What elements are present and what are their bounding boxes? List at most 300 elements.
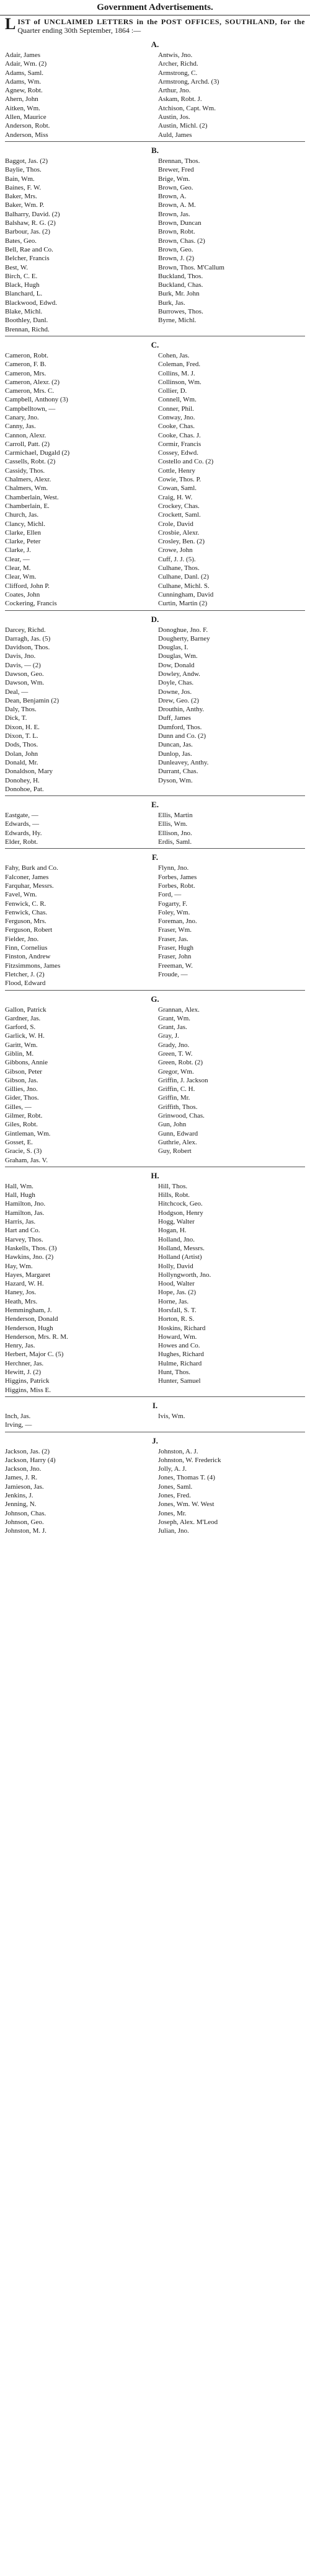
list-item: Culhane, Michl. S. [158,582,210,590]
list-item: Ivis, Wm. [158,1412,185,1420]
list-item: Gun, John [158,1121,187,1129]
list-item: Fenwick, Chas. [5,908,48,916]
list-item: Julian, Jno. [158,1527,189,1535]
list-item: Donoghue, Jno. F. [158,626,208,634]
list-item: Crowe, John [158,546,193,554]
list-item: Cockering, Francis [5,600,57,608]
list-item: Dougherty, Barney [158,634,210,642]
list-item: Freeman, W. [158,962,193,970]
list-item: Birch, C. E. [5,272,38,280]
left-column [5,351,152,608]
list-item: Giles, Robt. [5,1121,38,1129]
letters-list [0,40,310,1536]
list-item: Cuff, J. J. (5). [158,555,196,563]
list-item: Durrant, Chas. [158,768,198,776]
section-divider [5,990,305,991]
list-item: Bain, Wm. [5,175,35,183]
list-item: Hamilton, Jas. [5,1209,45,1217]
section-letter: E. [151,800,159,810]
list-item: Boothley, Danl. [5,317,48,325]
section-letter: I. [152,1400,158,1410]
list-item: Holland (Artist) [158,1253,202,1261]
list-item: Ellis, Wm. [158,820,188,828]
section-columns [0,864,310,988]
list-item: Burk, Mr. John [158,290,200,298]
list-item: Hoskins, Richard [158,1324,206,1332]
list-item: Hayes, Margaret [5,1271,51,1279]
list-item: Crosley, Ben. (2) [158,538,205,546]
section-columns [0,811,310,846]
right-column [152,1447,305,1536]
list-item: Chalmers, Wm. [5,484,48,493]
intro-rest: Quarter ending 30th September, 1864 :— [17,26,141,35]
left-column [5,1412,152,1430]
list-item: Gibson, Jas. [5,1076,38,1084]
list-item: Hill, Thos. [158,1182,188,1190]
list-item: Foley, Wm. [158,908,190,916]
list-item: Cohen, Jas. [158,351,190,359]
list-item: Graham, Jas. V. [5,1156,48,1164]
section-letter: D. [151,614,159,624]
list-item: Joseph, Alex. M'Leod [158,1518,218,1526]
list-item: Froude, — [158,970,188,978]
list-item: Dunn and Co. (2) [158,732,206,740]
section-divider [5,610,305,611]
list-item: Garford, S. [5,1023,36,1032]
list-item: Chamberlain, West. [5,493,59,501]
list-item: Guthrie, Alex. [158,1138,197,1146]
list-item: Dow, Donald [158,661,195,669]
list-item: Hunt, Thos. [158,1369,191,1377]
left-column [5,1005,152,1165]
left-column [5,811,152,846]
list-item: Jones, Thomas T. (4) [158,1474,215,1482]
list-item: Hollyngworth, Jno. [158,1271,211,1279]
list-item: Daly, Thos. [5,706,37,714]
section-letter: J. [152,1435,158,1445]
list-item: Donohoe, Pat. [5,785,44,793]
list-item: Baylie, Thos. [5,166,42,174]
list-item: Gray, J. [158,1032,179,1040]
list-item: Hope, Jas. (2) [158,1289,197,1297]
list-item: Jackson, Jno. [5,1465,42,1473]
list-item: Adair, Wm. (2) [5,60,47,68]
right-column [152,811,305,846]
list-item: Cameron, Mrs. C. [5,387,55,395]
right-column [152,626,305,794]
list-item: Cassells, Robt. (2) [5,458,56,466]
list-item: Falconer, James [5,873,49,881]
list-item: Cameron, Alexr. (2) [5,378,60,386]
page-header: Government Advertisements. [0,0,310,15]
list-item: Gilles, — [5,1103,32,1111]
list-item: Garitt, Wm. [5,1041,38,1049]
list-item: Brown, Robt. [158,228,195,236]
intro-dropcap: L [5,15,16,33]
list-item: Brown, Geo. [158,245,193,253]
list-item: Griffin, J. Jackson [158,1076,208,1084]
right-column [152,1412,305,1430]
list-item: Dixon, T. L. [5,732,38,740]
section-columns [0,51,310,139]
list-item: Flynn, Jno. [158,864,189,872]
list-item: Brown, Chas. (2) [158,237,205,245]
list-item: Horsfall, S. T. [158,1307,197,1314]
list-item: Fraser, Jas. [158,935,188,943]
list-item: Gosset, E. [5,1138,33,1146]
list-item: Grant, Jas. [158,1023,187,1032]
list-item: Balharry, David. (2) [5,210,60,218]
list-item: Herbert, Major C. (5) [5,1351,64,1359]
list-item: Foreman, Jno. [158,918,197,926]
list-item: Ferguson, Mrs. [5,918,46,926]
list-item: Hewitt, J. (2) [5,1369,42,1377]
list-item: Clarke, J. [5,546,31,554]
list-item: Fraser, Hugh [158,944,193,952]
list-item: Aitken, Wm. [5,104,40,112]
list-item: Irving, — [5,1421,32,1429]
list-item: Henderson, Mrs. R. M. [5,1333,68,1341]
list-item: Cossey, Edwd. [158,449,198,457]
list-item: Gardner, Jas. [5,1014,41,1022]
list-item: Clear, M. [5,564,31,572]
left-column [5,51,152,139]
list-item: Austin, Jos. [158,113,190,121]
list-item: Davis, — (2) [5,661,41,669]
left-column [5,864,152,988]
list-item: Drew, Geo. (2) [158,696,199,704]
section-columns [0,351,310,608]
section-letter: F. [152,852,158,862]
list-item: Johnson, Chas. [5,1509,46,1517]
list-item: Howes and Co. [158,1342,200,1350]
list-item: Burrowes, Thos. [158,308,203,316]
section-columns [0,157,310,334]
list-item: Brige, Wm. [158,175,190,183]
list-item: Davis, Jno. [5,652,36,660]
list-item: Farquhar, Messrs. [5,882,54,890]
list-item: Bates, Geo. [5,237,37,245]
list-item: Culhane, Thos. [158,564,200,572]
list-item: Fahy, Burk and Co. [5,864,58,872]
list-item: Heath, Mrs. [5,1297,38,1305]
list-item: Drouthin, Anthy. [158,706,205,714]
list-item: Archer, Richd. [158,60,198,68]
list-item: Inch, Jas. [5,1412,31,1420]
section-columns [0,626,310,794]
list-item: Craig, H. W. [158,493,193,501]
list-item: Gregor, Wm. [158,1067,194,1076]
list-item: Collier, D. [158,387,187,395]
list-item: Bell, Rae and Co. [5,245,53,253]
list-item: Brown, J. (2) [158,255,195,263]
list-item: Campbelltown, — [5,405,56,413]
list-item: Henderson, Hugh [5,1324,53,1332]
list-item: Dean, Benjamin (2) [5,696,60,704]
list-item: Costello and Co. (2) [158,458,214,466]
list-item: Clancy, Michl. [5,520,45,528]
list-item: Jolly, A. J. [158,1465,187,1473]
section-letter: G. [151,994,159,1004]
list-item: Cameron, Mrs. [5,369,46,377]
list-item: Downe, Jos. [158,688,192,696]
list-item: Hunter, Samuel [158,1377,201,1385]
section-letter: A. [151,40,159,49]
list-item: Dawson, Geo. [5,670,44,678]
list-item: Conway, Jno. [158,413,195,421]
list-item: Antwis, Jno. [158,51,193,59]
list-item: Hitchcock, Geo. [158,1200,203,1208]
section-divider [5,141,305,142]
list-item: Hogan, H. [158,1227,187,1235]
list-item: Armstrong, Archd. (3) [158,77,219,85]
list-item: Baines, F. W. [5,183,42,191]
list-item: Canary, Jno. [5,413,39,421]
list-item: Hawkins, Jno. (2) [5,1253,54,1261]
list-item: Douglas, Wm. [158,652,198,660]
list-item: Brown, Thos. M'Callum [158,263,224,271]
list-item: Carroll, Patt. (2) [5,440,50,448]
list-item: Grannan, Alex. [158,1005,200,1014]
list-item: Gilmer, Robt. [5,1112,43,1120]
list-item: Ferguson, Robert [5,926,53,934]
list-item: Finn, Cornelius [5,944,48,952]
list-item: Griffin, C. H. [158,1085,195,1093]
list-item: Jones, Mr. [158,1509,187,1517]
list-item: Austin, Michl. (2) [158,122,208,130]
list-item: Forbes, Robt. [158,882,195,890]
list-item: Dods, Thos. [5,741,38,749]
list-item: Gintleman, Wm. [5,1129,51,1137]
list-item: Johnston, M. J. [5,1527,46,1535]
list-item: Askam, Robt. J. [158,95,202,103]
list-item: Guy, Robert [158,1147,192,1155]
list-item: Dunlop, Jas. [158,750,192,758]
list-item: Fletcher, J. (2) [5,970,45,978]
list-item: Chamberlain, E. [5,502,50,510]
list-item: Balshaw, R. G. (2) [5,219,56,227]
list-item: Buckland, Chas. [158,281,203,289]
list-item: Giblin, M. [5,1049,34,1058]
list-item: Ellison, Jno. [158,829,192,837]
right-column [152,1005,305,1165]
list-item: Chalmers, Alexr. [5,476,51,484]
section-divider [5,1396,305,1397]
list-item: Clifford, John P. [5,582,50,590]
list-item: Jenkins, J. [5,1492,33,1500]
list-item: Adair, James [5,51,40,59]
list-item: Crockett, Saml. [158,511,201,519]
list-item: Auld, James [158,131,192,139]
list-item: Collinson, Wm. [158,378,202,386]
list-item: Agnew, Robt. [5,87,43,95]
list-item: Hood, Walter [158,1280,195,1288]
list-item: Arthur, Jno. [158,87,191,95]
section-letter: B. [151,145,159,155]
list-item: Doyle, Chas. [158,679,194,687]
section-divider [5,848,305,849]
list-item: Connell, Wm. [158,396,197,404]
list-item: Byrne, Michl. [158,317,197,325]
list-item: Cormir, Francis [158,440,202,448]
list-item: Hemmingham, J. [5,1307,52,1314]
list-item: Donaldson, Mary [5,768,53,776]
list-item: Davidson, Thos. [5,644,50,652]
list-item: Cottle, Henry [158,467,195,475]
list-item: Cowan, Saml. [158,484,197,493]
list-item: Jenning, N. [5,1500,37,1509]
section-letter: C. [151,340,159,349]
list-item: Hart and Co. [5,1227,40,1235]
section-columns [0,1447,310,1536]
list-item: Garlick, W. H. [5,1032,45,1040]
list-item: Forbes, James [158,873,197,881]
list-item: James, J. R. [5,1474,38,1482]
intro-notice [0,15,310,36]
list-item: Gider, Thos. [5,1094,39,1102]
list-item: Favel, Wm. [5,891,37,899]
list-item: Hughes, Richard [158,1351,204,1359]
list-item: Crockey, Chas. [158,502,200,510]
list-item: Brennan, Thos. [158,157,200,165]
list-item: Johnston, W. Frederick [158,1456,221,1464]
list-item: Hall, Wm. [5,1182,33,1190]
list-item: Cunningham, David [158,590,214,598]
list-item: Darcey, Richd. [5,626,46,634]
right-column [152,351,305,608]
list-item: Deal, — [5,688,29,696]
right-column [152,1182,305,1395]
list-item: Edwards, Hy. [5,829,42,837]
list-item: Eastgate, — [5,812,38,820]
list-item: Duff, James [158,714,191,722]
right-column [152,157,305,334]
list-item: Coleman, Fred. [158,361,201,369]
list-item: Gunn, Edward [158,1129,198,1137]
list-item: Brewer, Fred [158,166,194,174]
list-item: Douglas, I. [158,644,188,652]
list-item: Jones, Wm. W. West [158,1500,215,1509]
list-item: Harris, Jas. [5,1218,36,1226]
list-item: Dowley, Andw. [158,670,200,678]
list-item: Gallon, Patrick [5,1005,46,1014]
intro-caps: IST of UNCLAIMED LETTERS in the POST OFFICES, SOUTHLAND, for the [17,17,305,26]
list-item: Ahern, John [5,95,38,103]
list-item: Brennan, Richd. [5,325,50,333]
list-item: Flood, Edward [5,979,46,988]
list-item: Griffin, Mr. [158,1094,190,1102]
list-item: Henry, Jas. [5,1342,35,1350]
list-item: Cannon, Alexr. [5,431,46,439]
left-column [5,626,152,794]
list-item: Crosbie, Alexr. [158,528,200,537]
list-item: Buckland, Thos. [158,272,203,280]
list-item: Barbour, Jas. (2) [5,228,50,236]
list-item: Clarke, Ellen [5,528,42,537]
list-item: Burk, Jas. [158,299,185,307]
list-item: Holland, Jno. [158,1235,195,1243]
section-columns [0,1182,310,1395]
list-item: Brown, A. [158,193,187,201]
list-item: Holland, Messrs. [158,1244,205,1252]
list-item: Cassidy, Thos. [5,467,45,475]
list-item: Blake, Michl. [5,308,43,316]
list-item: Hamilton, Jno. [5,1200,46,1208]
list-item: Dumford, Thos. [158,723,202,731]
list-item: Grady, Jno. [158,1041,190,1049]
list-item: Jackson, Jas. (2) [5,1447,50,1455]
list-item: Johnston, A. J. [158,1447,198,1455]
list-item: Church, Jas. [5,511,39,519]
list-item: Clear, — [5,555,30,563]
list-item: Ellis, Martin [158,812,193,820]
list-item: Brown, A. M. [158,201,196,209]
list-item: Brown, Jas. [158,210,190,218]
list-item: Fraser, John [158,953,192,961]
list-item: Hodgson, Henry [158,1209,203,1217]
list-item: Jackson, Harry (4) [5,1456,56,1464]
list-item: Armstrong, C. [158,69,198,77]
list-item: Dunleavey, Anthy. [158,758,209,766]
left-column [5,1182,152,1395]
section-columns [0,1005,310,1165]
list-item: Hogg, Walter [158,1218,195,1226]
list-item: Curtin, Martin (2) [158,600,208,608]
list-item: Baker, Wm. P. [5,201,45,209]
list-item: Campbell, Anthony (3) [5,396,68,404]
list-item: Cameron, F. B. [5,361,46,369]
list-item: Blanchard, L. [5,290,43,298]
list-item: Cooke, Chas. J. [158,431,201,439]
list-item: Horton, R. S. [158,1315,195,1323]
list-item: Haney, Jos. [5,1289,37,1297]
list-item: Clarke, Peter [5,538,41,546]
list-item: Belcher, Francis [5,255,50,263]
list-item: Anderson, Robt. [5,122,50,130]
list-item: Green, T. W. [158,1049,193,1058]
list-item: Brown, Duncan [158,219,202,227]
list-item: Ford, — [158,891,182,899]
list-item: Hulme, Richard [158,1359,202,1367]
list-item: Green, Robt. (2) [158,1059,203,1067]
list-item: Higgins, Patrick [5,1377,50,1385]
list-item: Jones, Fred. [158,1492,191,1500]
list-item: Donald, Mr. [5,758,38,766]
list-item: Grinwood, Chas. [158,1112,205,1120]
list-item: Canny, Jas. [5,423,36,431]
right-column [152,864,305,988]
list-item: Harvey, Thos. [5,1235,43,1243]
list-item: Conner, Phil. [158,405,194,413]
list-item: Higgins, Miss E. [5,1386,51,1394]
list-item: Gracie, S. (3) [5,1147,42,1155]
list-item: Hay, Wm. [5,1262,33,1270]
list-item: Baggot, Jas. (2) [5,157,48,165]
list-item: Griffith, Thos. [158,1103,198,1111]
section-columns [0,1412,310,1430]
list-item: Cowie, Thos. P. [158,476,202,484]
list-item: Jones, Saml. [158,1483,193,1491]
section-letter: H. [151,1170,159,1180]
list-item: Black, Hugh [5,281,40,289]
list-item: Gibbons, Annie [5,1059,48,1067]
list-item: Dawson, Wm. [5,679,45,687]
list-item: Henderson, Donald [5,1315,58,1323]
list-item: Fielder, Jno. [5,935,39,943]
list-item: Dolan, John [5,750,38,758]
list-item: Best, W. [5,263,28,271]
list-item: Gibson, Peter [5,1067,42,1076]
